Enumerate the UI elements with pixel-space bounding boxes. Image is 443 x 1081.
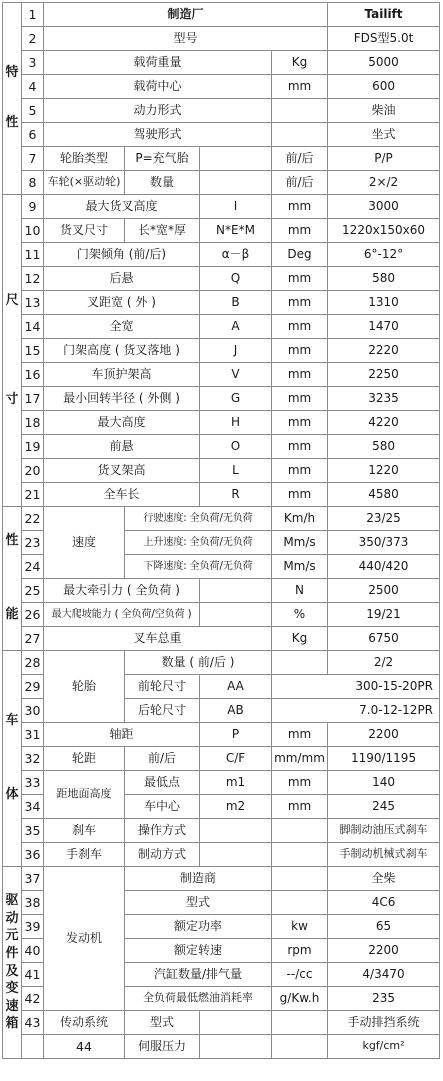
item-label: 驾驶形式 bbox=[44, 123, 272, 147]
item-symbol bbox=[200, 843, 272, 867]
group-label-blank bbox=[22, 1035, 44, 1059]
item-label: 制造厂 bbox=[44, 3, 328, 27]
item-label: 刹车 bbox=[44, 819, 125, 843]
table-row bbox=[3, 579, 440, 603]
item-symbol: L bbox=[200, 459, 272, 483]
table-row bbox=[3, 51, 440, 75]
item-value: 脚制动油压式刹车 bbox=[328, 819, 440, 843]
item-label: 货叉架高 bbox=[44, 459, 200, 483]
item-unit: mm bbox=[272, 291, 328, 315]
item-value: 350/373 bbox=[328, 531, 440, 555]
item-symbol: B bbox=[200, 291, 272, 315]
item-label: 全宽 bbox=[44, 315, 200, 339]
item-value: 5000 bbox=[328, 51, 440, 75]
item-label: 伺服压力 bbox=[125, 1035, 200, 1059]
item-unit: mm bbox=[272, 267, 328, 291]
item-symbol bbox=[200, 147, 272, 171]
item-label: 货叉尺寸 bbox=[44, 219, 125, 243]
row-number: 39 bbox=[22, 915, 44, 939]
row-number: 23 bbox=[22, 531, 44, 555]
table-row bbox=[3, 1011, 440, 1035]
row-number: 3 bbox=[22, 51, 44, 75]
item-unit: Kg bbox=[272, 627, 328, 651]
item-label: 门架倾角 (前/后) bbox=[44, 243, 200, 267]
item-symbol: AB bbox=[200, 699, 272, 723]
row-number: 38 bbox=[22, 891, 44, 915]
table-row bbox=[3, 387, 440, 411]
item-label: 最大牵引力 ( 全负荷 ) bbox=[44, 579, 200, 603]
item-value: 300-15-20PR bbox=[272, 675, 440, 699]
row-number: 30 bbox=[22, 699, 44, 723]
table-row bbox=[3, 819, 440, 843]
row-number: 32 bbox=[22, 747, 44, 771]
item-symbol: R bbox=[200, 483, 272, 507]
item-sublabel: 制动方式 bbox=[125, 843, 200, 867]
item-label: 轮胎类型 bbox=[44, 147, 125, 171]
item-symbol: P bbox=[200, 723, 272, 747]
table-row bbox=[3, 483, 440, 507]
table-row bbox=[3, 651, 440, 675]
spec-table bbox=[2, 2, 440, 1059]
row-number: 31 bbox=[22, 723, 44, 747]
table-row bbox=[3, 315, 440, 339]
table-row bbox=[3, 435, 440, 459]
item-unit: --/cc bbox=[272, 963, 328, 987]
row-number: 10 bbox=[22, 219, 44, 243]
item-sublabel: 额定功率 bbox=[125, 915, 272, 939]
item-label: 最大货叉高度 bbox=[44, 195, 200, 219]
item-symbol: V bbox=[200, 363, 272, 387]
item-unit bbox=[272, 99, 328, 123]
item-value: 23/25 bbox=[328, 507, 440, 531]
item-symbol: G bbox=[200, 387, 272, 411]
row-number: 41 bbox=[22, 963, 44, 987]
item-sublabel bbox=[200, 1035, 272, 1059]
row-number: 2 bbox=[22, 27, 44, 51]
item-sublabel: 前/后 bbox=[125, 747, 200, 771]
row-number: 34 bbox=[22, 795, 44, 819]
item-value: 全柴 bbox=[328, 867, 440, 891]
item-value: 4C6 bbox=[328, 891, 440, 915]
item-value: 1220 bbox=[328, 459, 440, 483]
row-number: 42 bbox=[22, 987, 44, 1011]
item-label: 速度 bbox=[44, 507, 125, 579]
item-sublabel: 数量 ( 前/后 ) bbox=[125, 651, 272, 675]
table-row bbox=[3, 411, 440, 435]
table-row bbox=[3, 459, 440, 483]
table-row bbox=[3, 243, 440, 267]
item-label: 后悬 bbox=[44, 267, 200, 291]
table-row bbox=[3, 219, 440, 243]
item-value: 2250 bbox=[328, 363, 440, 387]
item-unit: % bbox=[272, 603, 328, 627]
item-value: 65 bbox=[328, 915, 440, 939]
item-label: 载荷中心 bbox=[44, 75, 272, 99]
table-row bbox=[3, 27, 440, 51]
item-unit: 前/后 bbox=[272, 171, 328, 195]
item-symbol: m1 bbox=[200, 771, 272, 795]
item-sublabel: 制造商 bbox=[125, 867, 272, 891]
item-value: FDS型5.0t bbox=[328, 27, 440, 51]
item-unit: Kg bbox=[272, 51, 328, 75]
row-number: 20 bbox=[22, 459, 44, 483]
item-sublabel: 操作方式 bbox=[125, 819, 200, 843]
item-value: 6750 bbox=[328, 627, 440, 651]
table-row bbox=[3, 123, 440, 147]
item-label: 叉距宽 ( 外 ) bbox=[44, 291, 200, 315]
table-row bbox=[3, 339, 440, 363]
table-row bbox=[3, 363, 440, 387]
item-value: 4/3470 bbox=[328, 963, 440, 987]
item-unit bbox=[272, 843, 328, 867]
item-unit: mm bbox=[272, 483, 328, 507]
row-number: 27 bbox=[22, 627, 44, 651]
item-value: 580 bbox=[328, 267, 440, 291]
item-value: 1220x150x60 bbox=[328, 219, 440, 243]
item-sublabel: P=充气胎 bbox=[125, 147, 200, 171]
row-number: 29 bbox=[22, 675, 44, 699]
item-value: 手制动机械式刹车 bbox=[328, 843, 440, 867]
row-number: 25 bbox=[22, 579, 44, 603]
item-value: 19/21 bbox=[328, 603, 440, 627]
row-number: 7 bbox=[22, 147, 44, 171]
item-unit: kgf/cm² bbox=[328, 1035, 440, 1059]
item-unit: mm bbox=[272, 75, 328, 99]
item-sublabel: 长*宽*厚 bbox=[125, 219, 200, 243]
item-value: 580 bbox=[328, 435, 440, 459]
item-sublabel: 车中心 bbox=[125, 795, 200, 819]
table-row bbox=[3, 3, 440, 27]
item-unit: g/Kw.h bbox=[272, 987, 328, 1011]
table-row bbox=[3, 99, 440, 123]
item-unit: mm bbox=[272, 219, 328, 243]
item-unit: mm bbox=[272, 459, 328, 483]
item-unit bbox=[272, 651, 328, 675]
item-unit: Deg bbox=[272, 243, 328, 267]
row-number: 18 bbox=[22, 411, 44, 435]
row-number: 21 bbox=[22, 483, 44, 507]
item-symbol: AA bbox=[200, 675, 272, 699]
item-value: 6°-12° bbox=[328, 243, 440, 267]
item-value: 手动排挡系统 bbox=[328, 1011, 440, 1035]
item-unit: Km/h bbox=[272, 507, 328, 531]
item-sublabel: 型式 bbox=[125, 1011, 200, 1035]
item-label: 全车长 bbox=[44, 483, 200, 507]
item-unit: mm bbox=[272, 723, 328, 747]
item-unit: mm bbox=[272, 195, 328, 219]
item-unit: Mm/s bbox=[272, 531, 328, 555]
item-symbol: J bbox=[200, 339, 272, 363]
row-number: 11 bbox=[22, 243, 44, 267]
item-unit: rpm bbox=[272, 939, 328, 963]
item-symbol: I bbox=[200, 195, 272, 219]
item-label: 发动机 bbox=[44, 867, 125, 1011]
item-sublabel: 汽缸数量/排气量 bbox=[125, 963, 272, 987]
item-value: 3000 bbox=[328, 195, 440, 219]
row-number: 33 bbox=[22, 771, 44, 795]
item-symbol: A bbox=[200, 315, 272, 339]
table-row bbox=[3, 1035, 440, 1059]
item-unit bbox=[272, 1011, 328, 1035]
item-label: 手刹车 bbox=[44, 843, 125, 867]
item-symbol: m2 bbox=[200, 795, 272, 819]
item-label: 轮胎 bbox=[44, 651, 125, 723]
item-value: 4580 bbox=[328, 483, 440, 507]
item-value: 3235 bbox=[328, 387, 440, 411]
item-value: 600 bbox=[328, 75, 440, 99]
row-number: 6 bbox=[22, 123, 44, 147]
item-unit bbox=[272, 867, 328, 891]
item-sublabel: 最低点 bbox=[125, 771, 200, 795]
item-value: 2×/2 bbox=[328, 171, 440, 195]
item-label: 轮距 bbox=[44, 747, 125, 771]
item-symbol bbox=[200, 579, 272, 603]
item-label: 叉车总重 bbox=[44, 627, 272, 651]
row-number: 14 bbox=[22, 315, 44, 339]
row-number: 26 bbox=[22, 603, 44, 627]
item-value: 2220 bbox=[328, 339, 440, 363]
group-label-features: 特 性 bbox=[3, 3, 22, 195]
item-label: 前悬 bbox=[44, 435, 200, 459]
row-number: 19 bbox=[22, 435, 44, 459]
table-row bbox=[3, 723, 440, 747]
item-label: 车顶护架高 bbox=[44, 363, 200, 387]
item-sublabel: 上升速度: 全负荷/无负荷 bbox=[125, 531, 272, 555]
table-row bbox=[3, 267, 440, 291]
table-row bbox=[3, 603, 440, 627]
row-number: 8 bbox=[22, 171, 44, 195]
row-number: 15 bbox=[22, 339, 44, 363]
item-sublabel: 型式 bbox=[125, 891, 272, 915]
table-row bbox=[3, 291, 440, 315]
row-number: 28 bbox=[22, 651, 44, 675]
group-label-performance: 性 能 bbox=[3, 507, 22, 651]
row-number: 1 bbox=[22, 3, 44, 27]
item-symbol: O bbox=[200, 435, 272, 459]
item-label: 门架高度 ( 货叉落地 ) bbox=[44, 339, 200, 363]
row-number: 44 bbox=[44, 1035, 125, 1059]
row-number: 9 bbox=[22, 195, 44, 219]
item-sublabel: 下降速度: 全负荷/无负荷 bbox=[125, 555, 272, 579]
item-value: 1470 bbox=[328, 315, 440, 339]
item-sublabel: 后轮尺寸 bbox=[125, 699, 200, 723]
item-symbol: C/F bbox=[200, 747, 272, 771]
item-label: 车轮(×驱动轮) bbox=[44, 171, 125, 195]
item-unit: mm bbox=[272, 315, 328, 339]
item-sublabel: 行驶速度: 全负荷/无负荷 bbox=[125, 507, 272, 531]
item-label: 动力形式 bbox=[44, 99, 272, 123]
item-symbol: α－β bbox=[200, 243, 272, 267]
table-row bbox=[3, 147, 440, 171]
group-label-dimensions: 尺 寸 bbox=[3, 195, 22, 507]
table-row bbox=[3, 771, 440, 795]
item-sublabel: 数量 bbox=[125, 171, 200, 195]
row-number: 36 bbox=[22, 843, 44, 867]
item-label: 最大爬坡能力 ( 全负荷/空负荷 ) bbox=[44, 603, 200, 627]
item-value: 1190/1195 bbox=[328, 747, 440, 771]
item-sublabel: 额定转速 bbox=[125, 939, 272, 963]
item-symbol bbox=[200, 171, 272, 195]
table-row bbox=[3, 75, 440, 99]
row-number: 43 bbox=[22, 1011, 44, 1035]
item-value: 140 bbox=[328, 771, 440, 795]
row-number: 22 bbox=[22, 507, 44, 531]
item-unit: mm bbox=[272, 411, 328, 435]
row-number: 16 bbox=[22, 363, 44, 387]
row-number: 4 bbox=[22, 75, 44, 99]
item-unit bbox=[272, 891, 328, 915]
table-row bbox=[3, 507, 440, 531]
item-unit: N bbox=[272, 579, 328, 603]
group-label-drive: 驱 动 元 件 及 变 速 箱 bbox=[3, 867, 22, 1059]
item-label: 型号 bbox=[44, 27, 328, 51]
item-value: 1310 bbox=[328, 291, 440, 315]
item-symbol: N*E*M bbox=[200, 219, 272, 243]
item-unit: kw bbox=[272, 915, 328, 939]
item-unit: mm bbox=[272, 363, 328, 387]
group-label-body: 车 体 bbox=[3, 651, 22, 867]
table-row bbox=[3, 747, 440, 771]
item-unit: Mm/s bbox=[272, 555, 328, 579]
table-row bbox=[3, 843, 440, 867]
item-label: 距地面高度 bbox=[44, 771, 125, 819]
table-row bbox=[3, 867, 440, 891]
item-value: Tailift bbox=[328, 3, 440, 27]
item-value: 2/2 bbox=[328, 651, 440, 675]
item-unit: mm bbox=[272, 339, 328, 363]
item-sublabel: 前轮尺寸 bbox=[125, 675, 200, 699]
row-number: 40 bbox=[22, 939, 44, 963]
table-row bbox=[3, 195, 440, 219]
item-value: 4220 bbox=[328, 411, 440, 435]
item-unit bbox=[272, 819, 328, 843]
item-value: 440/420 bbox=[328, 555, 440, 579]
item-symbol bbox=[200, 819, 272, 843]
item-sublabel: 全负荷最低燃油消耗率 bbox=[125, 987, 272, 1011]
item-label: 最小回转半径 ( 外侧 ) bbox=[44, 387, 200, 411]
item-value: 245 bbox=[328, 795, 440, 819]
item-symbol bbox=[200, 603, 272, 627]
item-unit: mm bbox=[272, 435, 328, 459]
item-value: 2500 bbox=[328, 579, 440, 603]
item-value: P/P bbox=[328, 147, 440, 171]
item-unit bbox=[272, 123, 328, 147]
row-number: 5 bbox=[22, 99, 44, 123]
row-number: 13 bbox=[22, 291, 44, 315]
item-label: 轴距 bbox=[44, 723, 200, 747]
item-unit: mm bbox=[272, 795, 328, 819]
row-number: 12 bbox=[22, 267, 44, 291]
item-value: 235 bbox=[328, 987, 440, 1011]
row-number: 17 bbox=[22, 387, 44, 411]
item-value: 柴油 bbox=[328, 99, 440, 123]
item-value: 7.0-12-12PR bbox=[272, 699, 440, 723]
item-unit: mm bbox=[272, 771, 328, 795]
item-unit: mm bbox=[272, 387, 328, 411]
item-value: 2200 bbox=[328, 723, 440, 747]
row-number: 24 bbox=[22, 555, 44, 579]
item-label: 传动系统 bbox=[44, 1011, 125, 1035]
item-symbol: H bbox=[200, 411, 272, 435]
item-symbol bbox=[272, 1035, 328, 1059]
item-unit: mm/mm bbox=[272, 747, 328, 771]
item-unit: 前/后 bbox=[272, 147, 328, 171]
item-symbol: Q bbox=[200, 267, 272, 291]
row-number: 35 bbox=[22, 819, 44, 843]
item-value: 2200 bbox=[328, 939, 440, 963]
item-label: 最大高度 bbox=[44, 411, 200, 435]
item-symbol bbox=[200, 1011, 272, 1035]
item-value: 坐式 bbox=[328, 123, 440, 147]
table-row bbox=[3, 627, 440, 651]
table-row bbox=[3, 171, 440, 195]
item-label: 载荷重量 bbox=[44, 51, 272, 75]
row-number: 37 bbox=[22, 867, 44, 891]
